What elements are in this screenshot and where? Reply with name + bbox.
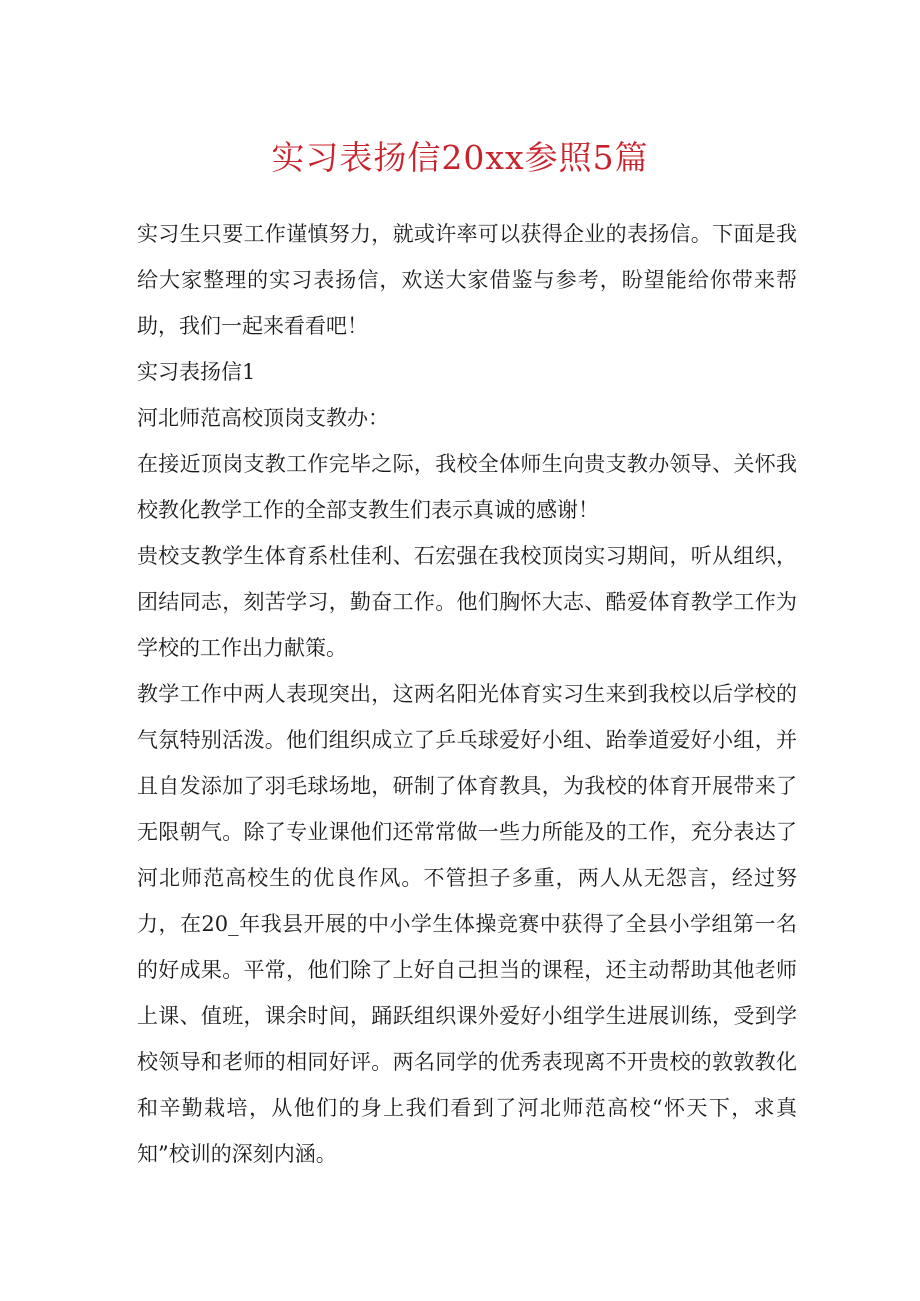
document-title: 实习表扬信20xx参照5篇 (271, 138, 649, 177)
body-paragraph: 贵校支教学生体育系杜佳利、石宏强在我校顶岗实习期间，听从组织，团结同志，刻苦学习，勤奋工作。他们胸怀大志、酷爱体育教学工作为学校的工作出力献策。 (137, 544, 797, 660)
body-paragraph: 教学工作中两人表现突出，这两名阳光体育实习生来到我校以后学校的气氛特别活泼。他们组织成立了乒乓球爱好小组、跆拳道爱好小组，并且自发添加了羽毛球场地，研制了体育教具，为我校的体育开展带来了无限朝气。除了专业课他们还常常做一些力所能及的工作，充分表达了河北师范高校生的优良作风。不管担子多重，两人从无怨言，经过努力，在20_年我县开展的中小学生体操竞赛中获得了全县小学组第一名的好成果。平常，他们除了上好自己担当的课程，还主动帮助其他老师上课、值班，课余时间，踊跃组织课外爱好小组学生进展训练，受到学校领导和老师的相同好评。两名同学的优秀表现离不开贵校的敦敦教化和辛勤栽培，从他们的身上我们看到了河北师范高校“怀天下，求真知”校训的深刻内涵。 (137, 682, 797, 1166)
salutation: 河北师范高校顶岗支教办： (137, 406, 389, 430)
body-paragraph: 在接近顶岗支教工作完毕之际，我校全体师生向贵支教办领导、关怀我校教化教学工作的全部支教生们表示真诚的感谢！ (137, 452, 797, 522)
section-heading: 实习表扬信1 (137, 360, 256, 384)
document-body (137, 211, 797, 1177)
intro-paragraph: 实习生只要工作谨慎努力，就或许率可以获得企业的表扬信。下面是我给大家整理的实习表扬信，欢送大家借鉴与参考，盼望能给你带来帮助，我们一起来看看吧！ (137, 222, 797, 338)
